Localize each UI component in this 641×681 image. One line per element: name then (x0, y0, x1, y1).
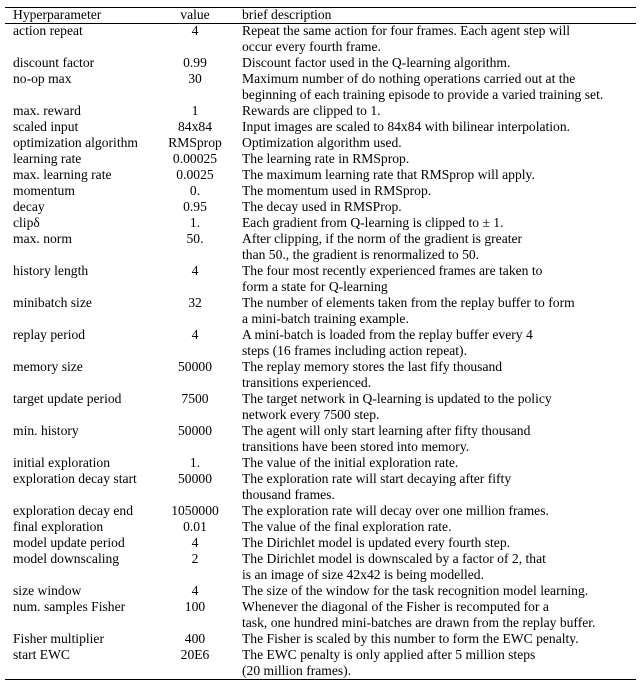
description-line: The exploration rate will start decaying after fifty (242, 471, 512, 486)
description-line: occur every fourth frame. (242, 39, 381, 54)
description-line: Repeat the same action for four frames. Each agent step will (242, 23, 571, 38)
description-line: The maximum learning rate that RMSprop will apply. (242, 167, 535, 182)
hyperparameter-value: 50000 (178, 423, 212, 438)
description-line: (20 million frames). (242, 663, 352, 678)
hyperparameter-value: 50. (186, 231, 204, 246)
hyperparameter-description (242, 71, 636, 103)
hyperparameter-name: target update period (13, 391, 122, 406)
hyperparameter-value: RMSprop (168, 135, 222, 150)
hyperparameter-description (242, 583, 636, 599)
description-line: The Dirichlet model is downscaled by a factor of 2, that (242, 551, 546, 566)
hyperparameter-description (242, 391, 636, 423)
hyperparameter-name: clipδ (13, 215, 40, 230)
description-line: form a state for Q-learning (242, 279, 388, 294)
hyperparameter-name: model update period (13, 535, 125, 550)
hyperparameter-description (242, 519, 636, 535)
description-line: The number of elements taken from the replay buffer to form (242, 295, 575, 310)
description-line: Maximum number of do nothing operations carried out at the (242, 71, 576, 86)
hyperparameter-description (242, 599, 636, 631)
description-line: beginning of each training episode to provide a varied training set. (242, 87, 604, 102)
hyperparameter-name: start EWC (13, 647, 71, 662)
hyperparameter-description (242, 647, 636, 679)
header-hyperparameter: Hyperparameter (13, 7, 102, 22)
hyperparameter-value: 0.00025 (172, 151, 218, 166)
description-line: Each gradient from Q-learning is clipped to ± 1. (242, 215, 504, 230)
description-line: The decay used in RMSProp. (242, 199, 402, 214)
hyperparameter-name: action repeat (13, 23, 83, 38)
description-line: The exploration rate will decay over one million frames. (242, 503, 549, 518)
hyperparameter-name: exploration decay start (13, 471, 137, 486)
hyperparameter-name: min. history (13, 423, 79, 438)
description-line: Input images are scaled to 84x84 with bilinear interpolation. (242, 119, 571, 134)
description-line: transitions experienced. (242, 375, 372, 390)
hyperparameter-name: Fisher multiplier (13, 631, 104, 646)
description-line: The learning rate in RMSprop. (242, 151, 410, 166)
hyperparameter-description (242, 455, 636, 471)
hyperparameter-value: 1. (189, 455, 201, 470)
hyperparameter-value: 32 (188, 295, 202, 310)
description-line: steps (16 frames including action repeat). (242, 343, 467, 358)
hyperparameter-name: final exploration (13, 519, 104, 534)
hyperparameter-name: discount factor (13, 55, 95, 70)
hyperparameter-value: 0.99 (183, 55, 207, 70)
hyperparameter-name: optimization algorithm (13, 135, 138, 150)
description-line: A mini-batch is loaded from the replay buffer every 4 (242, 327, 533, 342)
hyperparameter-description (242, 423, 636, 455)
description-line: network every 7500 step. (242, 407, 380, 422)
description-line: After clipping, if the norm of the gradient is greater (242, 231, 523, 246)
description-line: The Fisher is scaled by this number to form the EWC penalty. (242, 631, 579, 646)
description-line: Optimization algorithm used. (242, 135, 402, 150)
description-line: The four most recently experienced frames are taken to (242, 263, 543, 278)
hyperparameter-value: 84x84 (178, 119, 212, 134)
hyperparameter-name: memory size (13, 359, 83, 374)
hyperparameter-description (242, 151, 636, 167)
hyperparameter-value: 0. (189, 183, 201, 198)
hyperparameter-description (242, 103, 636, 119)
description-line: The agent will only start learning after fifty thousand (242, 423, 531, 438)
hyperparameter-description (242, 295, 636, 327)
description-line: Whenever the diagonal of the Fisher is recomputed for a (242, 599, 549, 614)
description-line: transitions have been stored into memory. (242, 439, 470, 454)
hyperparameter-description (242, 55, 636, 71)
description-line: a mini-batch training example. (242, 311, 409, 326)
hyperparameter-name: initial exploration (13, 455, 111, 470)
hyperparameter-description (242, 23, 636, 55)
hyperparameter-description (242, 263, 636, 295)
hyperparameter-description (242, 167, 636, 183)
header-description: brief description (242, 7, 332, 22)
hyperparameter-description (242, 231, 636, 263)
hyperparameter-name: exploration decay end (13, 503, 134, 518)
description-line: The Dirichlet model is updated every fourth step. (242, 535, 511, 550)
hyperparameter-value: 7500 (181, 391, 209, 406)
hyperparameter-name: no-op max (13, 71, 72, 86)
hyperparameter-value: 20E6 (180, 647, 210, 662)
hyperparameter-value: 100 (184, 599, 206, 614)
hyperparameter-name: num. samples Fisher (13, 599, 126, 614)
hyperparameter-name: learning rate (13, 151, 82, 166)
hyperparameter-description (242, 535, 636, 551)
hyperparameter-description (242, 551, 636, 583)
hyperparameter-value: 400 (184, 631, 206, 646)
description-line: The replay memory stores the last fify thousand (242, 359, 503, 374)
description-line: task, one hundred mini-batches are drawn from the replay buffer. (242, 615, 596, 630)
description-line: The EWC penalty is only applied after 5 million steps (242, 647, 536, 662)
hyperparameter-value: 2 (191, 551, 199, 566)
hyperparameter-description (242, 327, 636, 359)
hyperparameter-value: 4 (191, 327, 199, 342)
hyperparameter-value: 4 (191, 583, 199, 598)
hyperparameter-value: 0.01 (183, 519, 207, 534)
description-line: The value of the initial exploration rate. (242, 455, 459, 470)
hyperparameter-value: 1. (189, 215, 201, 230)
hyperparameter-name: momentum (13, 183, 75, 198)
description-line: thousand frames. (242, 487, 335, 502)
description-line: The momentum used in RMSprop. (242, 183, 432, 198)
description-line: The value of the final exploration rate. (242, 519, 452, 534)
description-line: is an image of size 42x42 is being modelled. (242, 567, 484, 582)
hyperparameter-name: max. learning rate (13, 167, 112, 182)
hyperparameter-name: scaled input (13, 119, 79, 134)
hyperparameter-description (242, 503, 636, 519)
hyperparameter-description (242, 359, 636, 391)
hyperparameter-name: size window (13, 583, 82, 598)
hyperparameter-value: 50000 (178, 359, 212, 374)
hyperparameter-description (242, 119, 636, 135)
hyperparameter-description (242, 135, 636, 151)
description-line: Discount factor used in the Q-learning algorithm. (242, 55, 511, 70)
hyperparameter-name: replay period (13, 327, 86, 342)
hyperparameter-description (242, 471, 636, 503)
hyperparameter-name: max. norm (13, 231, 72, 246)
hyperparameter-value: 1 (191, 103, 199, 118)
hyperparameter-description (242, 215, 636, 231)
hyperparameter-value: 1050000 (171, 503, 219, 518)
hyperparameter-value: 0.0025 (176, 167, 214, 182)
description-line: than 50., the gradient is renormalized to 50. (242, 247, 480, 262)
description-line: The size of the window for the task recognition model learning. (242, 583, 589, 598)
bottom-rule (5, 679, 636, 680)
header-value: value (180, 7, 210, 22)
hyperparameter-name: history length (13, 263, 89, 278)
hyperparameter-description (242, 199, 636, 215)
hyperparameter-description (242, 631, 636, 647)
hyperparameter-value: 4 (191, 535, 199, 550)
hyperparameter-value: 0.95 (183, 199, 207, 214)
hyperparameter-name: minibatch size (13, 295, 92, 310)
hyperparameter-value: 50000 (178, 471, 212, 486)
hyperparameter-value: 4 (191, 23, 199, 38)
hyperparameter-description (242, 183, 636, 199)
hyperparameter-value: 4 (191, 263, 199, 278)
hyperparameter-value: 30 (188, 71, 202, 86)
hyperparameter-name: max. reward (13, 103, 81, 118)
description-line: Rewards are clipped to 1. (242, 103, 381, 118)
hyperparameter-name: decay (13, 199, 45, 214)
hyperparameter-name: model downscaling (13, 551, 120, 566)
description-line: The target network in Q-learning is updated to the policy (242, 391, 552, 406)
